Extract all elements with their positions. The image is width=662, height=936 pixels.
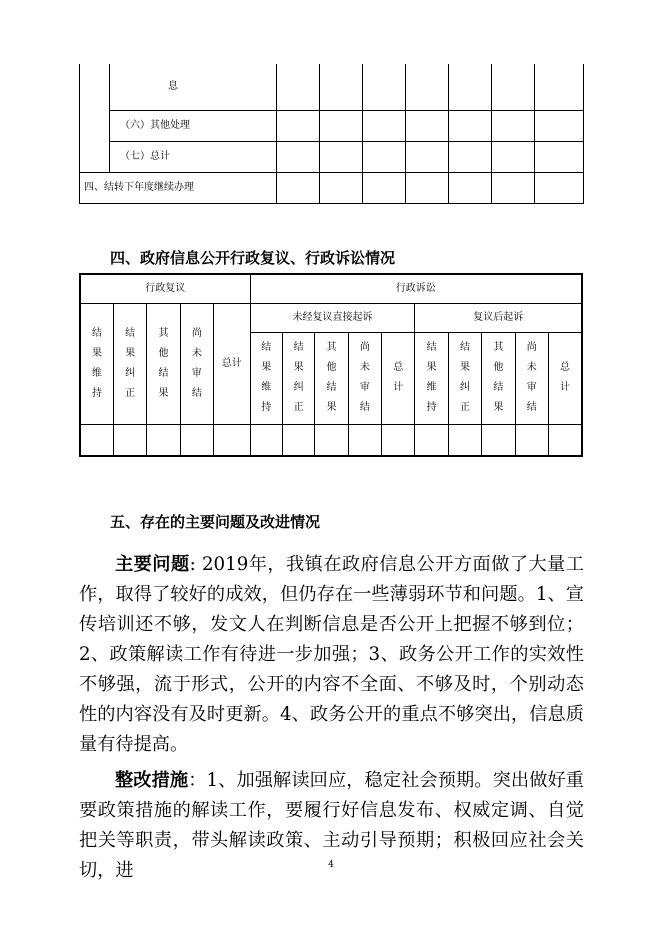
- request-handling-table: [79, 64, 584, 204]
- col-review-corrected: 结果纠正: [113, 303, 146, 424]
- table-row: [80, 424, 582, 456]
- header-admin-litigation: 行政诉讼: [250, 274, 582, 303]
- rectification-label: 整改措施: [115, 770, 189, 791]
- table-row: [80, 172, 584, 203]
- header-after-review-suit: 复议后起诉: [415, 303, 582, 332]
- col-review-upheld: 结果维持: [80, 303, 113, 424]
- review-litigation-table: [79, 273, 583, 457]
- main-problems-label: 主要问题: [115, 554, 190, 575]
- row-label-carryover: 四、结转下年度继续办理: [80, 172, 277, 203]
- table-row: [80, 110, 584, 141]
- col-after-upheld: 结果维持: [415, 332, 448, 424]
- col-direct-pending: 尚未审结: [348, 332, 381, 424]
- page-number: 4: [328, 860, 334, 870]
- col-after-pending: 尚未审结: [515, 332, 548, 424]
- col-direct-upheld: 结果维持: [250, 332, 282, 424]
- col-after-other: 其他结果: [482, 332, 515, 424]
- header-admin-review: 行政复议: [80, 274, 250, 303]
- section-4-title: 四、政府信息公开行政复议、行政诉讼情况: [110, 249, 396, 267]
- col-review-pending: 尚未审结: [180, 303, 213, 424]
- col-review-total: 总计: [214, 303, 250, 424]
- row-label-total: （七）总计: [110, 141, 277, 172]
- rectification-text: ：1、加强解读回应，稳定社会预期。突出做好重要政策措施的解读工作，要履行好信息发布、权威定调、自觉把关等职责，带头解读政策、主动引导预期；积极回应社会关切，进: [79, 770, 584, 881]
- main-problems-text: : 2019年，我镇在政府信息公开方面做了大量工作，取得了较好的成效，但仍存在一些薄弱环节和问题。1、宣传培训还不够，发文人在判断信息是否公开上把握不够到位；2、政策解读工作有待进一步加强；3、政务公开工作的实效性不够强，流于形式，公开的内容不全面、不够及时，个别动态性的内容没有及时更新。4、政务公开的重点不够突出，信息质量有待提高。: [79, 554, 584, 755]
- section-5-title: 五、存在的主要问题及改进情况: [110, 513, 321, 531]
- col-after-corrected: 结果纠正: [448, 332, 481, 424]
- row-label-other-handling: （六）其他处理: [110, 110, 277, 141]
- col-direct-corrected: 结果纠正: [282, 332, 314, 424]
- col-review-other: 其他结果: [147, 303, 180, 424]
- table-row: [80, 64, 584, 110]
- col-direct-other: 其他结果: [315, 332, 348, 424]
- table-row: [80, 141, 584, 172]
- main-problems-paragraph: [79, 550, 584, 760]
- row-label-info-tail: 息: [110, 64, 277, 110]
- col-direct-total: 总计: [382, 332, 415, 424]
- header-direct-suit: 未经复议直接起诉: [250, 303, 415, 332]
- col-after-total: 总计: [548, 332, 582, 424]
